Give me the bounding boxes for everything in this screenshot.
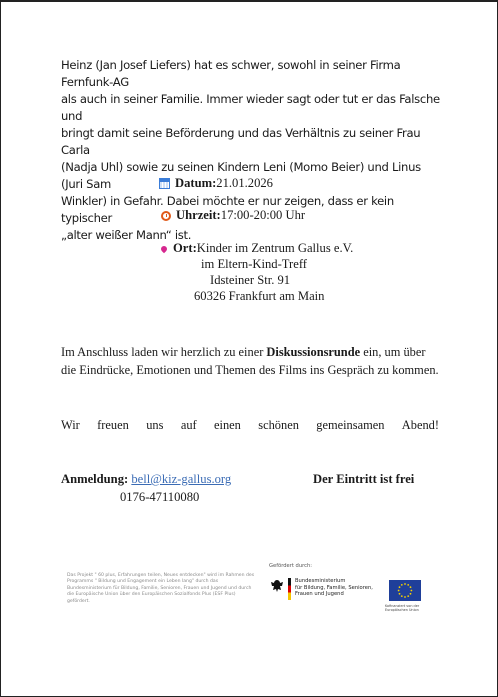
registration-label: Anmeldung: xyxy=(61,472,129,486)
time-label: Uhrzeit: xyxy=(176,208,221,222)
discussion-highlight: Diskussionsrunde xyxy=(266,345,361,359)
eu-caption: Kofinanziert von der Europäischen Union xyxy=(385,604,420,613)
date-value: 21.01.2026 xyxy=(216,176,273,190)
free-entry-note: Der Eintritt ist frei xyxy=(313,472,415,486)
invite-word: Wir xyxy=(61,418,80,432)
discussion-text: Im Anschluss laden wir herzlich zu einer xyxy=(61,345,267,359)
ministry-line: Frauen und Jugend xyxy=(295,591,344,598)
location-label: Ort: xyxy=(173,241,197,255)
discussion-line xyxy=(61,343,441,361)
intro-line: bringt damit seine Beförderung und das Verhältnis zu seiner Frau Carla xyxy=(61,126,421,157)
registration xyxy=(61,472,231,487)
invite-word: einen xyxy=(214,418,241,432)
flag-bar xyxy=(288,578,291,600)
address-line: 60326 Frankfurt am Main xyxy=(194,289,325,303)
intro-line: Winkler) in Gefahr. Dabei möchte er nur zeigen, dass er kein typischer xyxy=(61,194,394,225)
discussion-text: ein, um über xyxy=(360,345,426,359)
invite-word: Abend! xyxy=(401,418,439,432)
email-link[interactable]: bell@kiz-gallus.org xyxy=(131,472,232,486)
intro-line: „alter weißer Mann“ ist. xyxy=(61,228,192,242)
intro-line: als auch in seiner Familie. Immer wieder sagt oder tut er das Falsche und xyxy=(61,92,440,123)
invite-word: freuen xyxy=(97,418,129,432)
federal-eagle-icon xyxy=(269,578,285,594)
time-row xyxy=(161,208,305,223)
invite-word: schönen xyxy=(258,418,299,432)
alarm-clock-icon xyxy=(161,211,171,221)
discussion-paragraph xyxy=(61,343,441,379)
invitation-line xyxy=(61,418,439,433)
funded-by-label: Gefördert durch: xyxy=(269,563,313,569)
time-value: 17:00-20:00 Uhr xyxy=(220,208,306,222)
address-line: Idsteiner Str. 91 xyxy=(210,273,291,287)
invite-word: auf xyxy=(180,418,197,432)
address-line: im Eltern-Kind-Treff xyxy=(201,257,307,271)
date-row xyxy=(159,176,273,191)
discussion-line: die Eindrücke, Emotionen und Themen des Films ins Gespräch zu kommen. xyxy=(61,363,439,377)
location-value: Kinder im Zentrum Gallus e.V. xyxy=(196,241,354,255)
intro-line: Heinz (Jan Josef Liefers) hat es schwer, sowohl in seiner Firma Fernfunk-AG xyxy=(61,58,401,89)
calendar-icon xyxy=(159,178,170,189)
project-funding-text: Das Projekt " 60 plus, Erfahrungen teilen, Neues entdecken" wird im Rahmen des Programms " Bildung und Engagement ein Leben lang" durch das Bundesministerium für Bildung, Familie, Senioren, Frauen und Jugend und durch die Europäische Union über den Europäischen Sozialfonds Plus (ESF Plus) gefördert. xyxy=(67,573,255,604)
date-label: Datum: xyxy=(175,176,217,190)
ministry-name xyxy=(295,578,391,598)
ministry-line: Bundesministerium xyxy=(295,578,346,584)
eu-flag-icon xyxy=(389,580,421,601)
phone-number: 0176-47110080 xyxy=(120,490,200,504)
ministry-line: für Bildung, Familie, Senioren, xyxy=(295,584,373,591)
location-row xyxy=(159,241,353,256)
invite-word: uns xyxy=(146,418,164,432)
ministry-logo xyxy=(269,578,391,600)
intro-line: (Nadja Uhl) sowie zu seinen Kindern Leni (Momo Beier) und Linus (Juri Sam xyxy=(61,160,421,191)
invite-word: gemeinsamen xyxy=(316,418,385,432)
location-pin-icon xyxy=(160,244,168,252)
